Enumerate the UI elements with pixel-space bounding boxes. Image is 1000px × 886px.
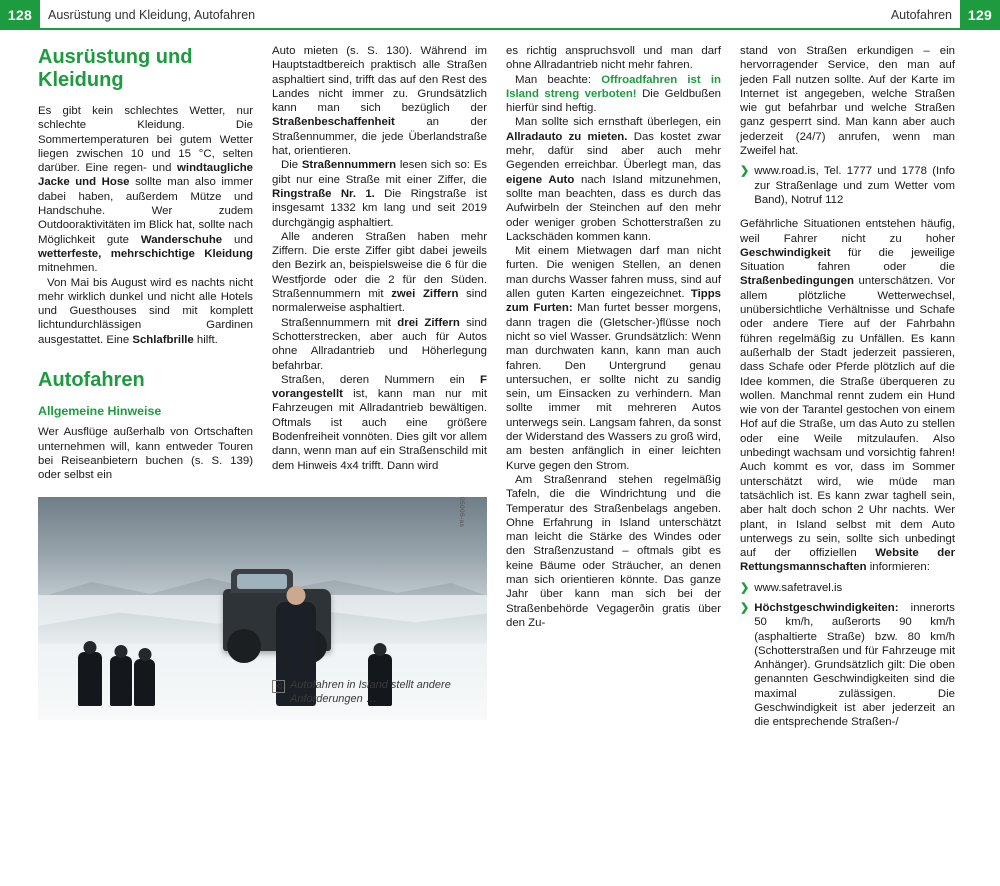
text-run: Alle anderen Straßen haben mehr Ziffern. Die erste Ziffer gibt dabei jeweils den Bezirk an, beispielsweise die 6 für die Westfjorde oder die 2 für den Süden. Straßennummern mit	[272, 230, 487, 301]
text-run: an der Straßennummer, die jede Überlandstraße hat, orientieren.	[272, 116, 487, 158]
photo-vehicle-wheel	[227, 629, 261, 663]
running-head	[0, 0, 1000, 30]
list-item-text: www.safetravel.is	[754, 581, 843, 594]
emphasis-zwei-ziffern: zwei Ziffern	[391, 288, 459, 301]
text-run: nach Island mitzunehmen, sollte man beachten, dass es durch das Aufwirbeln der Steinchen auf den mehr oder weniger groben Schotterstraßen zu Lackschäden kommen kann.	[506, 173, 721, 243]
text-run: Das kostet zwar mehr, dafür sind aber auch mehr Gegenden erreichbar. Überlegt man, das	[506, 130, 721, 172]
paragraph-offroad-verbot	[506, 73, 721, 116]
emphasis-windtaugliche-jacke: windtaugliche Jacke und Hose	[38, 162, 253, 189]
paragraph-kleidung-1	[38, 104, 253, 276]
text-run: Auto mieten (s. S. 130). Während im Hauptstadtbereich praktisch alle Straßen asphaltiert sind, trifft das auf den Rest des Landes nicht immer zu. Grundsätzlich kann man sich bezüglich der	[272, 45, 487, 115]
paragraph-drei-ziffern	[272, 316, 487, 373]
subheading-allgemeine-hinweise: Allgemeine Hinweise	[38, 404, 162, 419]
paragraph-autofahren-1: Wer Ausflüge außerhalb von Ortschaften unternehmen will, kann entweder Touren bei Reiseanbietern buchen (s. S. 139) oder selbst ein	[38, 426, 253, 482]
paragraph-kleidung-2	[38, 276, 253, 347]
heading-autofahren: Autofahren	[38, 369, 145, 392]
body-columns	[0, 30, 1000, 886]
running-head-left-title: Ausrüstung und Kleidung, Autofahren	[48, 8, 256, 22]
emphasis-eigenes-auto: eigene Auto	[506, 173, 575, 186]
emphasis-hoechstgeschwindigkeiten: Höchstgeschwindigkeiten:	[754, 601, 899, 614]
chevron-right-icon: ❯	[740, 581, 750, 594]
text-run: Man furtet besser morgens, dann tragen die (Gletscher-)flüsse noch nicht so viel Wasser. Grundsätzlich: Wenn man durchwaten kann, kann man auch fahren. Den Untergrund genau untersuchen, er sollte nicht zu sandig sein, um Einsacken zu verhindern. Man sollte immer mit mehreren Autos unterwegs sein. Langsam fahren, da sonst der Widerstand des Wassers zu groß wird, am besten anfänglich in einer leichten Kurve gegen den Strom.	[506, 302, 721, 472]
text-run: Man sollte sich ernsthaft überlegen, ein	[515, 116, 721, 129]
text-run: Es gibt kein schlechtes Wetter, nur schlechte Kleidung. Die Sommertemperaturen bei gutem Wetter liegen zwischen 10 und 15 °C, selten darüber. Eine regen- und	[38, 105, 253, 175]
list-item-road-info	[740, 164, 955, 207]
list-item-safetravel	[740, 581, 955, 595]
text-run: Straßen, deren Nummern ein	[281, 373, 481, 386]
chevron-right-icon: ❯	[740, 165, 750, 178]
emphasis-tipps-zum-furten: Tipps zum Furten:	[506, 288, 721, 315]
text-run: sind Schotterstrecken, aber auch für Autos ohne Allradantrieb und Höherlegung befahrbar.	[272, 316, 487, 372]
paragraph-f-strassen	[272, 373, 487, 473]
paragraph-offroad-intro: es richtig anspruchsvoll und man darf ohne Allradantrieb nicht mehr fahren.	[506, 45, 721, 72]
emphasis-offroad-verboten: Offroadfahren ist in Island streng verboten!	[506, 73, 721, 100]
text-run: lesen sich so: Es gibt nur eine Straße mit einer Ziffer, die	[272, 159, 487, 186]
emphasis-allradauto: Allradauto zu mieten.	[506, 130, 628, 143]
emphasis-website-rettungsmannschaften: Website der Rettungsmannschaften	[740, 547, 955, 574]
text-run: Die	[281, 159, 302, 172]
caption-text: Autofahren in Island stellt andere Anforderungen …	[290, 678, 451, 705]
photo-person	[134, 659, 155, 706]
text-run: Straßennummern mit	[281, 316, 398, 329]
paragraph-strassennummern	[272, 158, 487, 229]
photo-person-head	[138, 648, 151, 661]
emphasis-geschwindigkeit: Geschwindigkeit	[740, 246, 831, 259]
emphasis-drei-ziffern: drei Ziffern	[397, 316, 460, 329]
running-head-right-title: Autofahren	[890, 8, 952, 22]
header-rule	[40, 28, 960, 30]
paragraph-gefahren	[740, 217, 955, 574]
paragraph-allradauto	[506, 115, 721, 244]
text-run: Man beachte:	[515, 73, 602, 86]
list-item-text	[754, 601, 955, 730]
paragraph-strassenzustand: stand von Straßen erkundigen – ein hervorragender Service, den man auf jeden Fall nutzen sollte. Auf der Karte im Internet ist angegeben, welche Straßen wie gut befahrbar und welche Straßen ganz gesperrt sind. Man kann aber auch jederzeit (24/7) anrufen, wenn man Zweifel hat.	[740, 45, 955, 158]
caption-spacer	[272, 473, 487, 669]
photo-person	[110, 656, 132, 706]
column-3	[506, 44, 721, 876]
emphasis-schlafbrille: Schlafbrille	[132, 333, 194, 346]
emphasis-strassenbeschaffenheit: Straßenbeschaffenheit	[272, 116, 395, 129]
text-run: Die Ringstraße ist insgesamt 1332 km lang und seit 2019 durchgängig asphaltiert.	[272, 187, 487, 229]
emphasis-strassenbedingungen: Straßenbedingungen	[740, 275, 854, 288]
column-2	[272, 44, 487, 876]
text-run: für die jeweilige Situation fahren oder die	[740, 246, 955, 274]
text-run: informieren:	[866, 561, 930, 574]
text-run: Von Mai bis August wird es nachts nicht mehr wirklich dunkel und nicht alle Hotels und Guesthouses sind mit komplett lichtundurchlässigen Gardinen ausgestattet. Eine	[38, 276, 253, 346]
text-run: innerorts 50 km/h, außerorts 90 km/h (asphaltierte Straße) bzw. 80 km/h (Schotterstraßen und für Fahrzeuge mit Anhänger). Grundsätzlich gilt: Die oben genannten Geschwindigkeiten sind die maximal zulässigen. Die Geschwindigkeit ist aber jederzeit an die entsprechende Straßen-/	[754, 601, 955, 729]
emphasis-wanderschuhe: Wanderschuhe	[140, 233, 223, 246]
text-run: Mit einem Mietwagen darf man nicht furten. Die wenigen Stellen, an denen man durchs Wasser fahren muss, sind auf allen guten Karten eingezeichnet.	[506, 245, 721, 301]
folio-right: 129	[960, 0, 1000, 30]
emphasis-strassennummern: Straßennummern	[301, 159, 397, 172]
paragraph-tafeln: Am Straßenrand stehen regelmäßig Tafeln, die die Windrichtung und die Temperatur des Straßenbelags angeben. Ohne Erfahrung in Island unterschätzt man leicht die Stärke des Windes oder den Straßenzustand – oftmals gibt es keine Bäume oder Sträucher, an denen man sich orientieren könnte. Das ganze Jahr über kann man sich bei der Straßenbehörde Vegagerðin gratis über den Zu-	[506, 473, 721, 629]
list-item-text: www.road.is, Tel. 1777 und 1778 (Info zur Straßenlage und zum Wetter vom Band), Notruf 112	[754, 165, 955, 206]
photo-person-head	[84, 641, 97, 654]
list-item-hoechstgeschwindigkeiten	[740, 601, 955, 730]
paragraph-strassen-1	[272, 44, 487, 158]
text-run: und	[222, 233, 253, 246]
caption-arrow-icon: ◁	[272, 680, 285, 693]
emphasis-f-vorangestellt: F vorangestellt	[272, 373, 487, 401]
text-run: hilft.	[193, 333, 218, 346]
text-run: mitnehmen.	[38, 262, 98, 275]
photo-credit: 05006-as	[457, 496, 465, 527]
column-4	[740, 44, 955, 876]
text-run: sollte man also immer dabei haben, außerdem Mütze und Handschuhe. Wer zudem Outdooraktivitäten im Blick hat, sollte nach Möglichkeit gute	[38, 176, 253, 246]
text-run: unterschätzen. Vor allem plötzliche Wetterwechsel, unübersichtliche Verhältnisse und Schafe oder andere Tiere auf der Fahrbahn führen regelmäßig zu Unfällen. Es kann außerhalb der Stadt jederzeit passieren, dass Schafe oder Pferde plötzlich auf die Idee kommen, die Straße überqueren zu wollen. Manchmal rennt zudem ein Hund wie von der Tarantel gestochen von einem Hof auf die Straße, um das Auto zu stellen oder eine Weile mitzulaufen. Also unbedingt wachsam und vorsichtig fahren! Auch kommt es vor, dass im Sommer unterschätzt wird, wie müde man tatsächlich ist. Es kann zwar taghell sein, aber halt doch schon 2 Uhr nachts. Wer plant, in Island selbst mit dem Auto unterwegs zu sein, sollte sich unbedingt auf der offiziellen	[740, 275, 955, 560]
heading-ausruestung-und-kleidung: Ausrüstung und Kleidung	[38, 46, 193, 91]
photo-person-head	[115, 645, 128, 658]
text-run: ist, kann man nur mit Fahrzeugen mit Allradantrieb bewältigen. Oftmals ist auch eine größere Bodenfreiheit vonnöten. Dies gilt vor allem dann, wenn man auf ein Straßenschild mit dem Hinweis 4x4 trifft. Dann wird	[272, 388, 487, 472]
text-run: sind normalerweise asphaltiert.	[272, 288, 487, 315]
text-run: Gefährliche Situationen entstehen häufig, weil Fahrer nicht zu hoher	[740, 218, 955, 245]
paragraph-furten	[506, 244, 721, 473]
emphasis-wetterfeste-kleidung: wetterfeste, mehrschichtige Kleidung	[38, 247, 253, 260]
photo-caption	[272, 678, 487, 706]
emphasis-ringstrasse: Ringstraße Nr. 1.	[272, 187, 375, 200]
paragraph-zwei-ziffern	[272, 230, 487, 316]
chevron-right-icon: ❯	[740, 601, 750, 614]
photo-person	[78, 652, 102, 706]
text-run: Die Geldbußen hierfür sind heftig.	[506, 87, 721, 115]
folio-left: 128	[0, 0, 40, 30]
